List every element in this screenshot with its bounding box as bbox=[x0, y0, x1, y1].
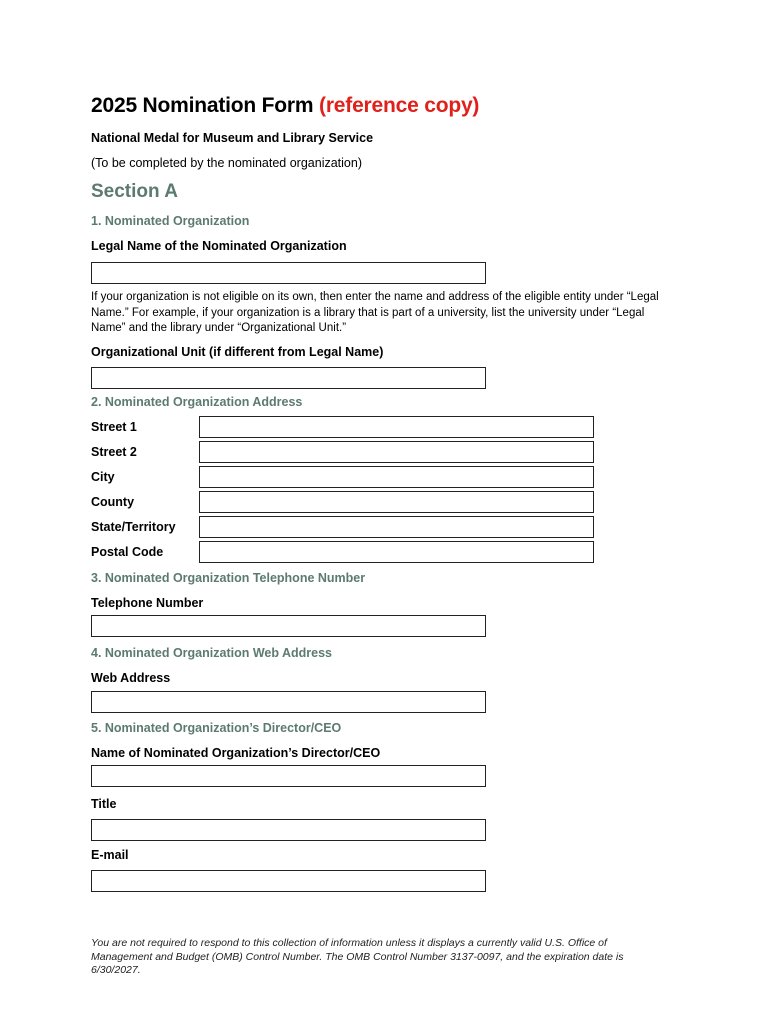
director-title-label: Title bbox=[91, 797, 117, 811]
web-address-field[interactable] bbox=[91, 691, 486, 713]
state-label: State/Territory bbox=[91, 520, 176, 534]
director-name-label: Name of Nominated Organization’s Director/CEO bbox=[91, 746, 381, 760]
email-field[interactable] bbox=[91, 870, 486, 892]
city-label: City bbox=[91, 470, 115, 484]
county-field[interactable] bbox=[199, 491, 594, 513]
street1-label: Street 1 bbox=[91, 420, 137, 434]
eligibility-note: If your organization is not eligible on its own, then enter the name and address of the eligible entity under “Legal Name.” For example, if your organization is a library that is part of a university, list the university under “Legal Name” and the library under “Organizational Unit.” bbox=[91, 291, 659, 334]
section-a-heading: Section A bbox=[91, 181, 178, 202]
email-label: E-mail bbox=[91, 848, 129, 862]
form-subtitle: National Medal for Museum and Library Service bbox=[91, 131, 374, 145]
city-field[interactable] bbox=[199, 466, 594, 488]
director-name-field[interactable] bbox=[91, 765, 486, 787]
telephone-field[interactable] bbox=[91, 615, 486, 637]
web-address-label: Web Address bbox=[91, 671, 171, 685]
street2-field[interactable] bbox=[199, 441, 594, 463]
legal-name-field[interactable] bbox=[91, 262, 486, 284]
q1-heading: 1. Nominated Organization bbox=[91, 214, 250, 228]
q4-heading: 4. Nominated Organization Web Address bbox=[91, 646, 333, 660]
title-reference-note: (reference copy) bbox=[319, 94, 480, 117]
org-unit-label: Organizational Unit (if different from Legal Name) bbox=[91, 345, 384, 359]
q5-heading: 5. Nominated Organization’s Director/CEO bbox=[91, 721, 342, 735]
telephone-label: Telephone Number bbox=[91, 596, 204, 610]
form-instruction: (To be completed by the nominated organization) bbox=[91, 156, 362, 170]
postal-code-field[interactable] bbox=[199, 541, 594, 563]
street2-label: Street 2 bbox=[91, 445, 137, 459]
street1-field[interactable] bbox=[199, 416, 594, 438]
page-title bbox=[91, 94, 479, 118]
postal-code-label: Postal Code bbox=[91, 545, 164, 559]
county-label: County bbox=[91, 495, 135, 509]
q3-heading: 3. Nominated Organization Telephone Number bbox=[91, 571, 366, 585]
director-title-field[interactable] bbox=[91, 819, 486, 841]
omb-notice: You are not required to respond to this collection of information unless it displays a currently valid U.S. Office of Management and Budget (OMB) Control Number. The OMB Control Number 3137-0097, and the expiration date is 6/30/2027. bbox=[91, 937, 624, 976]
state-field[interactable] bbox=[199, 516, 594, 538]
org-unit-field[interactable] bbox=[91, 367, 486, 389]
legal-name-label: Legal Name of the Nominated Organization bbox=[91, 239, 347, 253]
q2-heading: 2. Nominated Organization Address bbox=[91, 395, 303, 409]
title-main: 2025 Nomination Form bbox=[91, 94, 314, 117]
